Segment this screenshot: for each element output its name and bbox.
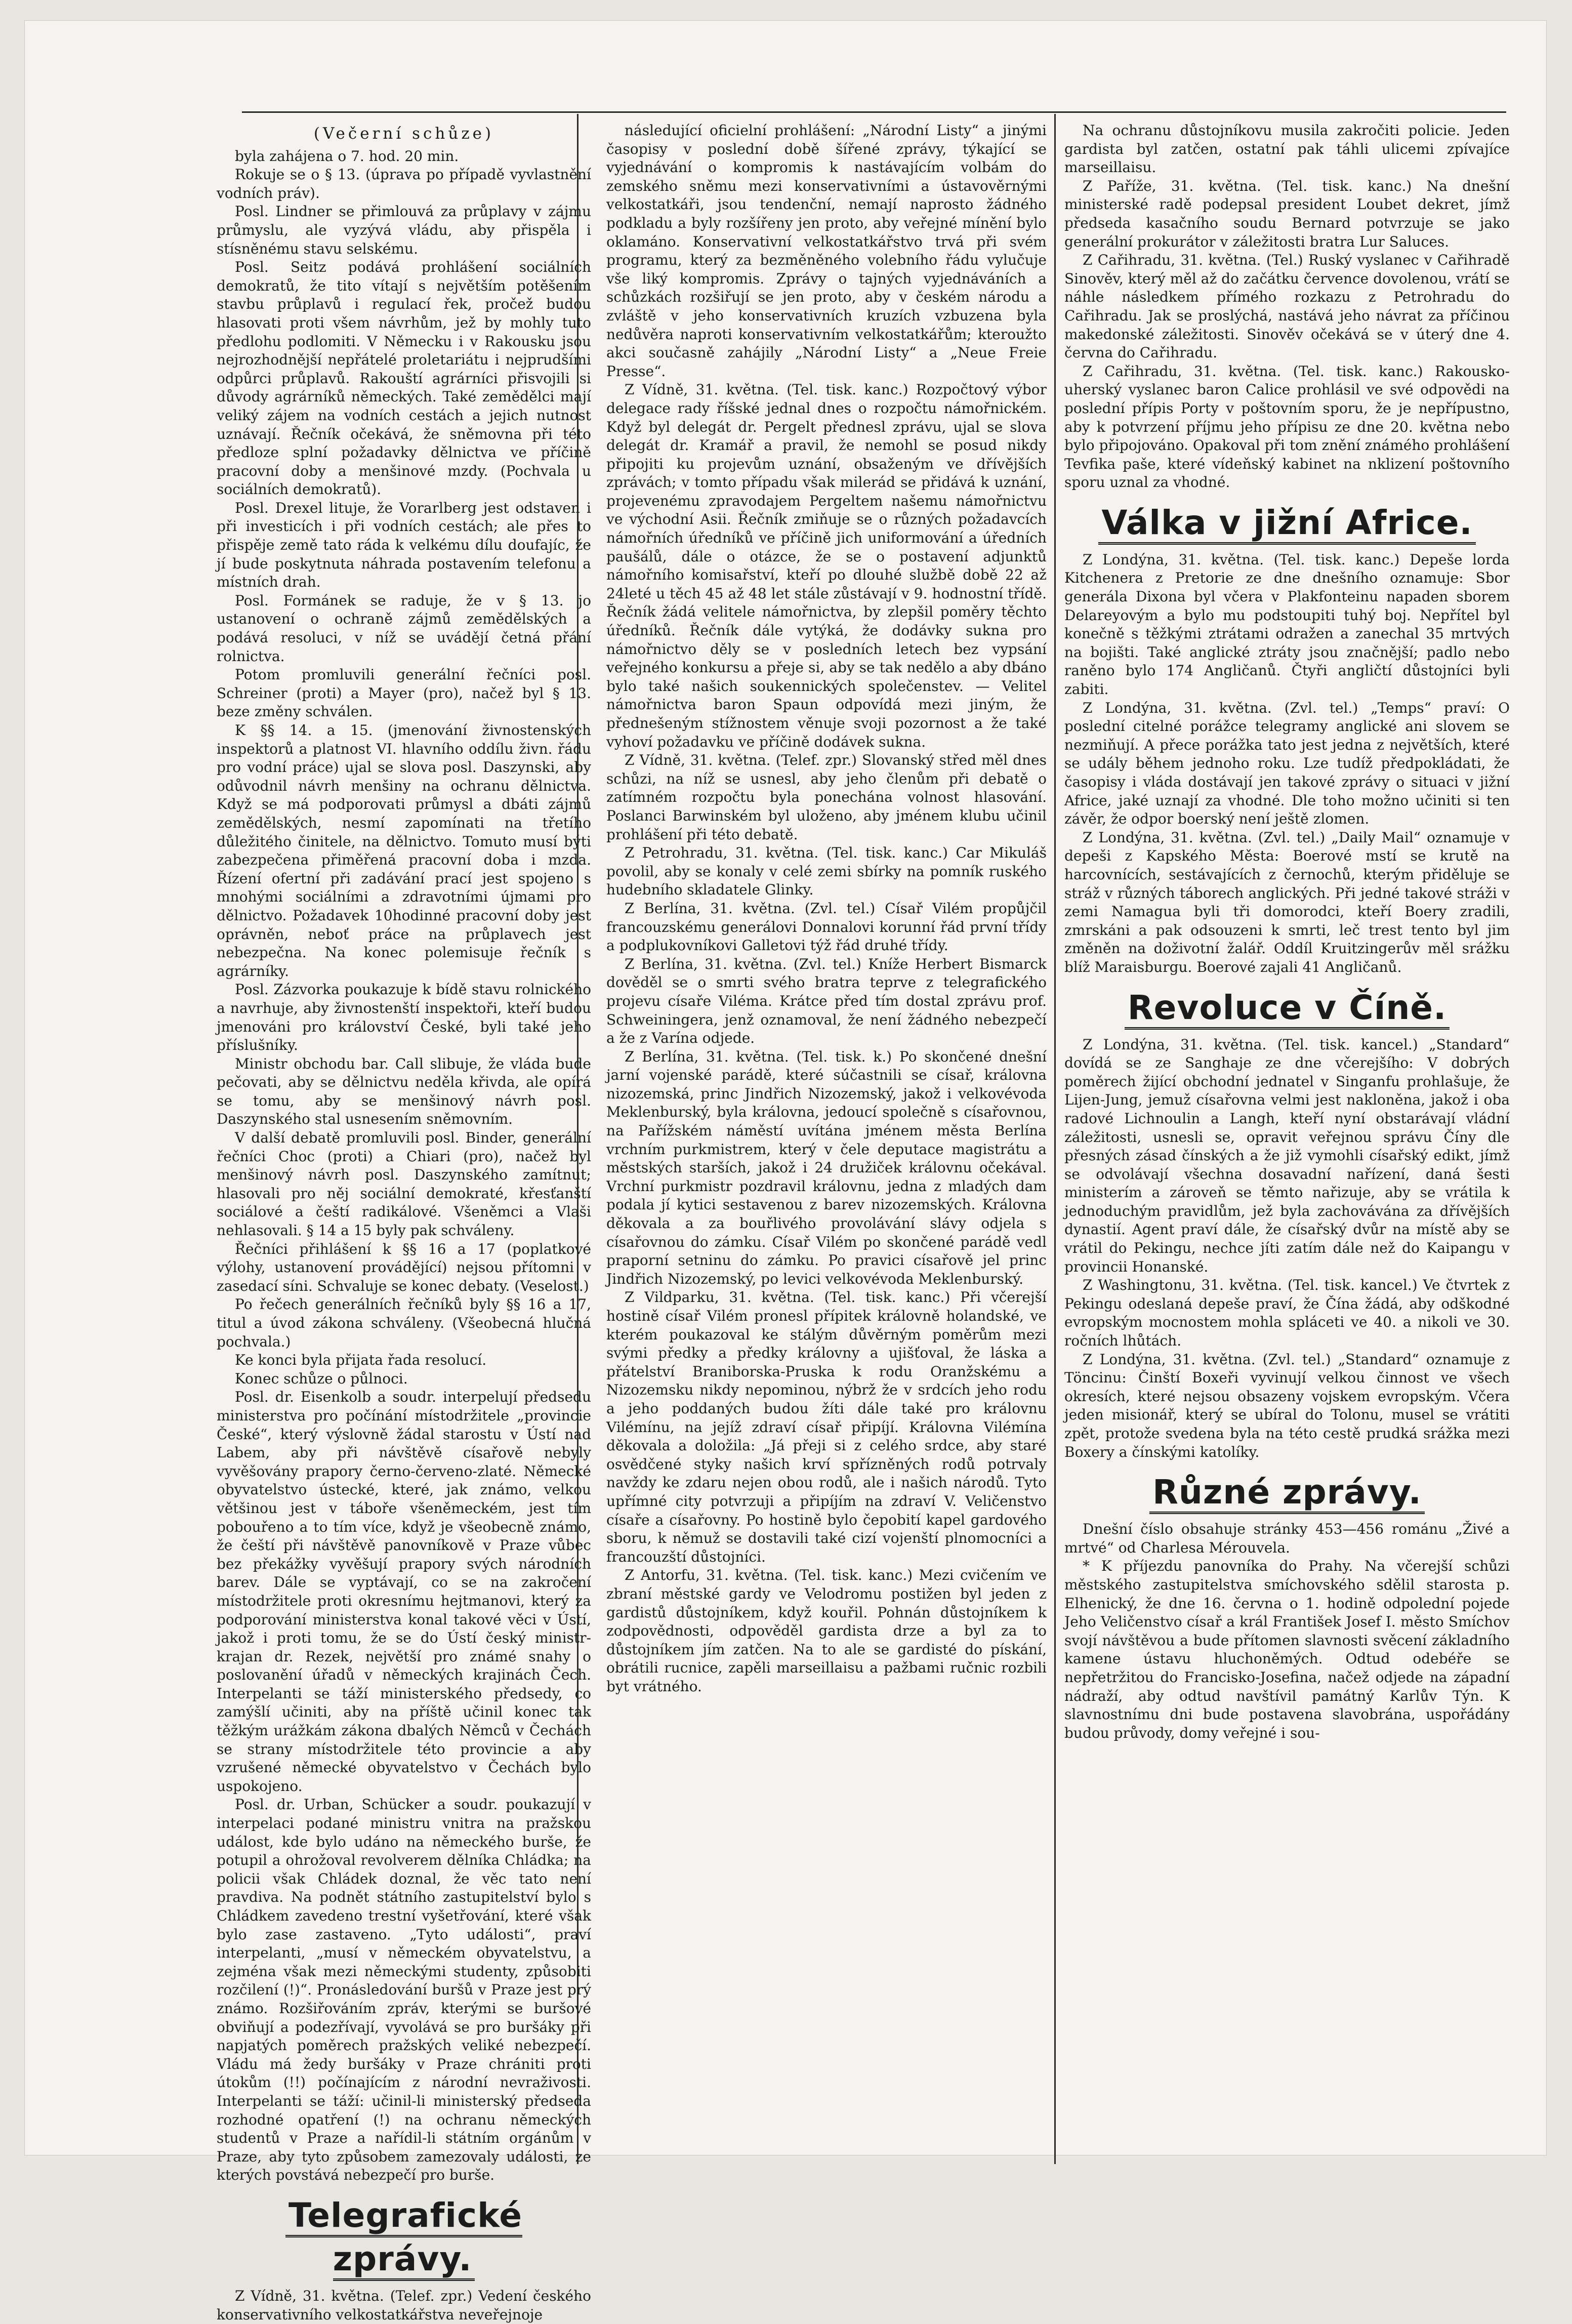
section-heading: Válka v jižní Africe. bbox=[1064, 501, 1510, 545]
article-paragraph: Z Cařihradu, 31. května. (Tel.) Ruský vyslanec v Cařihradě Sinověv, který měl až do začátku července dovolenou, vrátí se náhle následkem přímého rozkazu z Petrohradu do Cařihradu. Jak se proslýchá, nastává jeho návrat za příčinou makedonské záležitosti. Sinověv očekává se v úterý dne 4. června do Cařihradu. bbox=[1064, 252, 1510, 361]
article-paragraph: V další debatě promluvili posl. Binder, generální řečníci Choc (proti) a Chiari (pro), načež byl menšinový návrh posl. Daszynského zamítnut; hlasovali pro něj sociální demokraté, křesťanští sociálové a čeští radikálové. Všeněmci a Vlaši nehlasovali. § 14 a 15 byly pak schváleny. bbox=[217, 1129, 591, 1239]
article-paragraph: Posl. dr. Eisenkolb a soudr. interpelují předsedu ministerstva pro počínání místodržitele „provincie České“, který výslovně žádal starostu v Ústí nad Labem, aby při návštěvě císařově nebyly vyvěšovány prapory černo-červeno-zlaté. Německé obyvatelstvo ústecké, které, jak známo, velkou většinou jest v táboře všeněmeckém, jest tím pobouřeno a to tím více, když je všeobecně známo, že čeští při návštěvě panovníkově v Praze vůbec bez překážky vyvěšují prapory svých národních barev. Dále se vyptávají, co se na zakročení místodržitele proti okresnímu hejtmanovi, který za podporování ministerstva konal takové věci v Ústí, jakož i proti tomu, že se do Ústí český ministr-krajan dr. Rezek, největší pro známé snahy o poslovanění úřadů v německých krajinách Čech. Interpelanti se táží ministerského předsedy, co zamýšlí učiniti, aby na příště učinil konec tak těžkým urážkám zákona dbalých Němců v Čechách se strany místodržitele této provincie a aby vzrušené německé obyvatelstvo v Čechách bylo uspokojeno. bbox=[217, 1389, 591, 1795]
article-paragraph: Konec schůze o půlnoci. bbox=[235, 1370, 408, 1387]
article-paragraph: Na ochranu důstojníkovu musila zakročiti policie. Jeden gardista byl zatčen, ostatní pak táhli ulicemi zpívajíce marseillaisu. bbox=[1064, 122, 1510, 176]
column-1 bbox=[217, 121, 591, 2323]
section-heading: (Večerní schůze) bbox=[313, 125, 494, 143]
column-3 bbox=[1064, 121, 1510, 2095]
article-paragraph: Z Berlína, 31. května. (Zvl. tel.) Kníže Herbert Bismarck dověděl se o smrti svého bratra teprve z telegrafického projevu císaře Viléma. Krátce před tím dostal zprávu prof. Schweiningera, jenž oznamoval, že není žádného nebezpečí a že z Varína odjede. bbox=[606, 955, 1047, 1047]
column-divider bbox=[1054, 114, 1056, 2164]
article-paragraph: Z Berlína, 31. května. (Tel. tisk. k.) Po skončené dnešní jarní vojenské parádě, které súčastnili se císař, královna nizozemská, princ Jindřich Nizozemský, jakož i velkovévoda Meklenburský, byla královna, jedoucí společně s císařovnou, na Pařížském náměstí uvítána jménem města Berlína vrchním purkmistrem, který v čele deputace magistrátu a městských starších, jakož i 24 družiček královnu očekával. Vrchní purkmistr pozdravil královnu, jedna z mladých dam podala jí kytici sestavenou z barev nizozemských. Královna děkovala a za bouřlivého provolávání slávy odjela s císařovnou do zámku. Císař Vilém po skončené parádě vedl praporní setninu do zámku. Po pravici císařově jel princ Jindřich Nizozemský, po levici velkovévoda Meklenburský. bbox=[606, 1048, 1047, 1287]
article-paragraph: Z Londýna, 31. května. (Tel. tisk. kanc.) Depeše lorda Kitchenera z Pretorie ze dne dnešního oznamuje: Sbor generála Dixona byl včera v Plakfonteinu napaden sborem Delareyovým a bylo mu podstoupiti tuhý boj. Nepřítel byl konečně s těžkými ztrátami odražen a zanechal 35 mrtvých na bojišti. Také anglické ztráty jsou značnější; padlo nebo raněno bylo 174 Angličanů. Čtyři angličtí důstojníci byli zabiti. bbox=[1064, 551, 1510, 698]
article-paragraph: Řečníci přihlášení k §§ 16 a 17 (poplatkové výlohy, ustanovení provádějící) nejsou přítomni v zasedací síni. Schvaluje se konec debaty. (Veselost.) bbox=[217, 1240, 591, 1294]
article-paragraph: Z Cařihradu, 31. května. (Tel. tisk. kanc.) Rakousko-uherský vyslanec baron Calice prohlásil ve své odpovědi na poslední přípis Porty v poštovním sporu, že je nepřípustno, aby k potvrzení příjmu jeho přípisu ze dne 20. května nebo bylo připojováno. Opakoval při tom znění známého prohlášení Tevfika paše, které vídeňský kabinet na nklizení poštovního sporu uznal za vhodné. bbox=[1064, 362, 1510, 491]
article-paragraph: Posl. Seitz podává prohlášení sociálních demokratů, že tito vítají s největším potěšením stavbu průplavů i regulací řek, pročež budou hlasovati proti všem návrhům, jež by mohly tuto předlohu podlomiti. V Německu i v Rakousku jsou nejrozhodnější nepřátelé proletariátu i nejprudšími odpůrci průplavů. Rakouští agrárníci přisvojili si důvody agrárníků německých. Také zemědělci mají veliký zájem na vodních cestách a jejich nutnost uznávají. Řečník očekává, že sněmovna při této předloze splní požadavky dělnictva ve příčině pracovní doby a menšinové mzdy. (Pochvala u sociálních demokratů). bbox=[217, 259, 591, 498]
article-paragraph: následující oficielní prohlášení: „Národní Listy“ a jinými časopisy v poslední době šířené zprávy, týkající se vyjednávání o kompromis k nastávajícím volbám do zemského sněmu mezi konservativními a ústavověrnými velkostatkáři, jsou tendenční, nemají naprosto žádného podkladu a byly rozšířeny jen proto, aby veřejné mínění bylo oklamáno. Konservativní velkostatkářstvo trvá při svém programu, který za bezměněného volebního řádu vylučuje vše liký kompromis. Zprávy o tajných vyjednáváních a schůzkách rozšiřují se jen proto, aby v českém národu a zvláště v jeho konservativních kruzích vzbuzena byla nedůvěra naproti konservativním velkostatkářům; kteroužto akci současně zahájily „Národní Listy“ a „Neue Freie Presse“. bbox=[606, 122, 1047, 380]
article-paragraph: * K příjezdu panovníka do Prahy. Na včerejší schůzi městského zastupitelstva smíchovského sdělil starosta p. Elhenický, že dne 16. června o 1. hodině odpolední pojede Jeho Veličenstvo císař a král František Josef I. město Smíchov svojí návštěvou a bude přítomen slavnosti svěcení základního kamene ústavu hluchoněmých. Odtud odebéře se nepřetržitou do Francisko-Josefina, načež odjede na západní nádraží, aby odtud navštívil památný Karlův Týn. K slavnostnímu dni bude postavena slavobrána, uspořádány budou průvody, domy veřejné i sou- bbox=[1064, 1558, 1510, 1741]
section-heading: Různé zprávy. bbox=[1064, 1471, 1510, 1514]
article-paragraph: K §§ 14. a 15. (jmenování živnostenských inspektorů a platnost VI. hlavního oddílu živn. řádu pro vodní práce) ujal se slova posl. Daszynski, aby odůvodnil návrh menšiny na ochranu dělnictva. Když se má podporovati průmysl a dbáti zájmů zemědělských, nesmí zapomínati na třetího důležitého činitele, na dělnictvo. Tomuto musí býti zabezpečena přiměřená pracovní doba i mzda. Řízení ofertní při zadávání prací jest spojeno s mnohými sociálními a zdravotními újmami pro dělnictvo. Požadavek 10hodinné pracovní doby jest oprávněn, neboť práce na průplavech jest nebezpečna. Na konec polemisuje řečník s agrárníky. bbox=[217, 722, 591, 980]
article-paragraph: Ministr obchodu bar. Call slibuje, že vláda bude pečovati, aby se dělnictvu neděla křivda, ale opírá se tomu, aby se menšinový návrh posl. Daszynského stal usnesením sněmovním. bbox=[217, 1055, 591, 1128]
article-paragraph: Z Berlína, 31. května. (Zvl. tel.) Císař Vilém propůjčil francouzskému generálovi Donnalovi korunní řád první třídy a podplukovníkovi Galletovi týž řád druhé třídy. bbox=[606, 900, 1047, 954]
section-heading: Telegrafické zprávy. bbox=[217, 2194, 591, 2281]
article-paragraph: Z Vídně, 31. května. (Telef. zpr.) Slovanský střed měl dnes schůzi, na níž se usnesl, aby jeho členům při debatě o zatímném rozpočtu byla ponechána volnost hlasování. Poslanci Barwinském byl uloženo, aby jménem klubu učinil prohlášení při této debatě. bbox=[606, 752, 1047, 843]
top-rule bbox=[242, 111, 1506, 113]
article-paragraph: Posl. Lindner se přimlouvá za průplavy v zájmu průmyslu, ale vyzývá vládu, aby přispěla i stísněnému stavu selskému. bbox=[217, 203, 591, 257]
article-paragraph: Z Londýna, 31. května. (Zvl. tel.) „Standard“ oznamuje z Töncinu: Činští Boxeři vyvinují velkou činnost ve všech okresích, které nejsou obsazeny vojskem evropským. Včera jeden misionář, který se ubíral do Tolonu, musel se vrátiti zpět, protože svedena byla na této cestě prudká srážka mezi Boxery a čínskými katolíky. bbox=[1064, 1351, 1510, 1460]
article-paragraph: Posl. Drexel lituje, že Vorarlberg jest odstaven i při investicích i při vodních cestách; ale přes to přispěje země tato ráda k velkému dílu doufajíc, že jí bude poskytnuta náhrada postavením telefonu a místních drah. bbox=[217, 499, 591, 591]
article-paragraph: Z Vídně, 31. května. (Telef. zpr.) Vedení českého konservativního velkostatkářstva neveřejnoje bbox=[217, 2287, 591, 2323]
section-heading: Revoluce v Číně. bbox=[1064, 986, 1510, 1030]
article-paragraph: Z Londýna, 31. května. (Tel. tisk. kancel.) „Standard“ dovídá se ze Sanghaje ze dne včerejšího: V dobrých poměrech žijící obchodní jednatel v Singanfu prohlašuje, že Lijen-Jung, jemuž císařovna velmi jest nakloněna, jakož i oba radové Lichnoulin a Langh, kteří nyní obstarávají vládní záležitosti, usnesli se, opravit veřejnou správu Číny dle přesných zásad čínských a že již vymohli císařský edikt, jímž se odvolávají všechna dosavadní nařízení, daná šesti ministerím a zároveň se těmto nařizuje, aby se vrátila k jednoduchým pravidlům, jež byla zachovávána za dřívějších dynastií. Agent praví dále, že císařský dvůr na místě aby se vrátil do Pekingu, nechce jíti zatím dále než do Kaipangu v provincii Honanské. bbox=[1064, 1036, 1510, 1275]
article-paragraph: Z Washingtonu, 31. května. (Tel. tisk. kancel.) Ve čtvrtek z Pekingu odeslaná depeše praví, že Čína žádá, aby odškodné evropským mocnostem mohla spláceti ve 40. a nikoli ve 30. ročních lhůtách. bbox=[1064, 1277, 1510, 1350]
column-3-paragraphs-3 bbox=[1064, 1036, 1510, 1462]
article-paragraph: Potom promluvili generální řečníci posl. Schreiner (proti) a Mayer (pro), načež byl § 13. beze změny schválen. bbox=[217, 666, 591, 720]
column-3-paragraphs-2 bbox=[1064, 551, 1510, 977]
article-paragraph: Z Vídně, 31. května. (Tel. tisk. kanc.) Rozpočtový výbor delegace rady říšské jednal dnes o rozpočtu námořnickém. Když byl delegát dr. Pergelt přednesl zprávu, ujal se slova delegát dr. Kramář a pravil, že nemohl se posud nikdy připojiti ku projevům uznání, obsaženým ve dřívějších zprávách; v tomto případu však milerád se přidává k uznání, projevenému zpravodajem Pergeltem našemu námořnictvu ve východní Asii. Řečník zmiňuje se o různých požadavcích námořních úředníků ve příčině jich uniformování a úředních paušálů, dále o otázce, že se o postavení adjunktů námořního komisařství, kteří po dlouhé službě době 22 až 24leté u těch 45 až 48 let stále zůstávají v 9. hodnostní třídě. Řečník žádá velitele námořnictva, by zlepšil poměry těchto úředníků. Řečník dále vytýká, že dodávky sukna pro námořnictvo děly se v posledních letech bez vypsání veřejného konkursu a přeje si, aby se tak nedělo a aby dbáno bylo také našich soukennických společenstev. — Velitel námořnictva baron Spaun odpovídá mezi jiným, že přednešeným stížnostem věnuje svoji pozornost a že také vyhoví požadavku ve příčině dodávek sukna. bbox=[606, 381, 1047, 750]
article-paragraph: Posl. dr. Urban, Schücker a soudr. poukazují v interpelaci podané ministru vnitra na pražskou událost, kde bylo udáno na německého burše, že potupil a ohrožoval revolverem dělníka Chládka; na policii však Chládek doznal, že věc tato není pravdiva. Na podnět státního zastupitelství bylo s Chládkem zavedeno trestní vyšetřování, které však bylo zase zastaveno. „Tyto události“, praví interpelanti, „musí v německém obyvatelstvu, a zejména však mezi německými studenty, způsobiti rozčilení (!)“. Pronásledování buršů v Praze jest prý známo. Rozšiřováním zpráv, kterými se buršové obviňují a podezřívají, vyvolává se pro buršáky při napjatých poměrech pražských veliké nebezpečí. Vládu má žedy buršáky v Praze chrániti proti útokům (!!) počínajícím z národní nevraživosti. Interpelanti se táží: učinil-li ministerský předseda rozhodné opatření (!) na ochranu německých studentů v Praze a nařídil-li státním orgánům v Praze, aby tyto způsobem zamezovaly události, ze kterých povstává nebezpečí pro burše. bbox=[217, 1796, 591, 2184]
article-paragraph: Ke konci byla přijata řada resolucí. bbox=[235, 1352, 487, 1369]
column-2 bbox=[606, 121, 1047, 2095]
article-paragraph: Z Londýna, 31. května. (Zvl. tel.) „Daily Mail“ oznamuje v depeši z Kapského Města: Boerové mstí se krutě na harcovnících, sestávajících z černochů, kterým přiděluje se stráž v různých táborech anglických. Při jedné takové stráži v zemi Namagua byli tři domorodci, kteří Boery zradili, zmrskáni a pak odsouzeni k smrti, leč trest tento byl jim změněn na doživotní žalář. Oddíl Kruitzingerův měl srážku blíž Maraisburgu. Boerové zajali 41 Angličanů. bbox=[1064, 829, 1510, 975]
article-paragraph: Z Londýna, 31. května. (Zvl. tel.) „Temps“ praví: O poslední citelné porážce telegramy anglické ani slovem se nezmiňují. A přece porážka tato jest jedna z největších, které se udály během jednoho roku. Lze tudíž předpokládati, že časopisy i vláda dostávají jen takové zprávy o situaci v jižní Africe, jaké uznají za vhodné. Dle toho možno učiniti si ten závěr, že odpor boerský není ještě zlomen. bbox=[1064, 699, 1510, 828]
article-paragraph: Z Paříže, 31. května. (Tel. tisk. kanc.) Na dnešní ministerské radě podepsal president Loubet dekret, jímž předseda kasačního soudu Bernard potvrzuje se jako generální prokurátor v záležitosti bratra Lur Saluces. bbox=[1064, 177, 1510, 250]
article-paragraph: Posl. Zázvorka poukazuje k bídě stavu rolnického a navrhuje, aby živnostenští inspektoři, kteří budou jmenováni pro království České, byli také jeho příslušníky. bbox=[217, 981, 591, 1054]
article-paragraph: Dnešní číslo obsahuje stránky 453—456 románu „Živé a mrtvé“ od Charlesa Mérouvela. bbox=[1064, 1521, 1510, 1556]
article-paragraph: Po řečech generálních řečníků byly §§ 16 a 17, titul a úvod zákona schváleny. (Všeobecná hlučná pochvala.) bbox=[217, 1296, 591, 1350]
article-paragraph: Z Antorfu, 31. května. (Tel. tisk. kanc.) Mezi cvičením ve zbraní městské gardy ve Velodromu postižen byl jeden z gardistů důstojníkem, když kouřil. Pohnán důstojníkem k zodpovědnosti, odpověděl gardista drze a byl za to důstojníkem jím zatčen. Na to ale se gardisté do pískání, obrátili rucnice, zapěli marseillaisu a pažbami ručnic rozbili byt vrátného. bbox=[606, 1567, 1047, 1695]
article-paragraph: Posl. Formánek se raduje, že v § 13. jo ustanovení o ochraně zájmů zemědělských a podává resoluci, v níž se uvádějí četná přání rolnictva. bbox=[217, 592, 591, 665]
article-paragraph: Rokuje se o § 13. (úprava po případě vyvlastnění vodních práv). bbox=[217, 166, 591, 201]
column-2-paragraphs bbox=[606, 121, 1047, 1696]
article-paragraph: Z Vildparku, 31. května. (Tel. tisk. kanc.) Při včerejší hostině císař Vilém pronesl přípitek královně holandské, ve kterém poukazoval ke stálým důvěrným poměrům mezi svými předky a předky královny a ujišťoval, že láska a přátelství Braniborska-Pruska k rodu Oranžskému a Nizozemsku nikdy nepominou, nýbrž že v srdcích jeho rodu a jeho poddaných budou žíti dále také pro královnu Vilémínu, na jejíž zdraví císař připíjí. Královna Vilémína děkovala a doložila: „Já přeji si z celého srdce, aby staré osvědčené styky našich krví spřízněných rodů potrvaly navždy ke zdaru nejen obou rodů, ale i našich národů. Tyto upřímné city potvrzuji a připíjím na zdraví V. Veličenstvo císaře a císařovny. Po hostině bylo čepobití kapel gardového sboru, k němuž se dostavili také cizí vojenští plnomocníci a francouzští důstojníci. bbox=[606, 1289, 1047, 1565]
column-1-paragraphs-2 bbox=[217, 2287, 591, 2324]
article-paragraph: byla zahájena o 7. hod. 20 min. bbox=[235, 147, 459, 165]
column-1-paragraphs bbox=[217, 147, 591, 2185]
article-paragraph: Z Petrohradu, 31. května. (Tel. tisk. kanc.) Car Mikuláš povolil, aby se konaly v celé zemi sbírky na pomník ruského hudebního skladatele Glinky. bbox=[606, 844, 1047, 899]
column-3-paragraphs-4 bbox=[1064, 1520, 1510, 1742]
newspaper-page bbox=[24, 20, 1547, 2323]
column-3-paragraphs bbox=[1064, 121, 1510, 492]
